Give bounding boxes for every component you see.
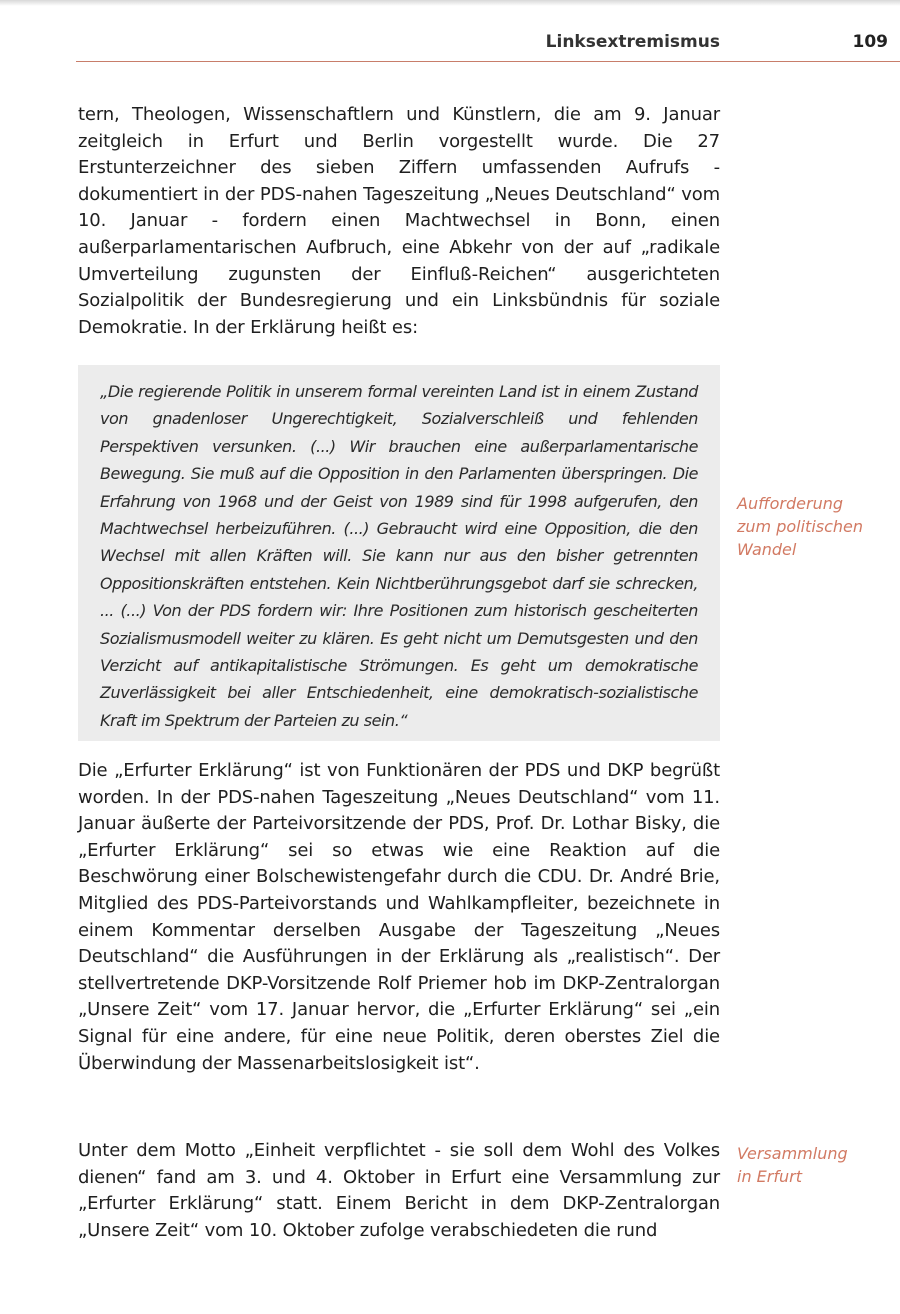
margin-note-line: Aufforderung: [737, 494, 844, 513]
margin-note-line: Wandel: [737, 540, 797, 559]
running-title: Linksextremismus: [545, 32, 720, 52]
margin-note-line: in Erfurt: [737, 1167, 802, 1186]
body-paragraph-1: tern, Theologen, Wissenschaftlern und Künstlern, die am 9. Januar zeitgleich in Erfurt und Berlin vorgestellt wurde. Die 27 Erstunterzeichner des sieben Ziffern umfassenden Aufrufs - dokumentiert in der PDS-nahen Tageszeitung „Neues Deutschland“ vom 10. Januar - fordern einen Machtwechsel in Bonn, einen außerparlamentarischen Aufbruch, eine Abkehr von der auf „radikale Umverteilung zugunsten der Einfluß-Reichen“ ausgerichteten Sozialpolitik der Bundesregierung und ein Linksbündnis für soziale Demokratie. In der Erklärung heißt es:: [78, 104, 720, 338]
header-rule: [76, 61, 900, 62]
body-paragraph-2: Die „Erfurter Erklärung“ ist von Funktionären der PDS und DKP begrüßt worden. In der PDS-nahen Tageszeitung „Neues Deutschland“ vom 11. Januar äußerte der Parteivorsitzende der PDS, Prof. Dr. Lothar Bisky, die „Erfurter Erklärung“ sei so etwas wie eine Reaktion auf die Beschwörung einer Bolschewistengefahr durch die CDU. Dr. André Brie, Mitglied des PDS-Parteivorstands und Wahlkampfleiter, bezeichnete in einem Kommentar derselben Ausgabe der Tageszeitung „Neues Deutschland“ die Ausführungen in der Erklärung als „realistisch“. Der stellvertretende DKP-Vorsitzende Rolf Priemer hob im DKP-Zentralorgan „Unsere Zeit“ vom 17. Januar hervor, die „Erfurter Erklärung“ sei „ein Signal für eine andere, für eine neue Politik, deren oberstes Ziel die Überwindung der Massenarbeitslosigkeit ist“.: [78, 760, 720, 1074]
page-top-edge: [0, 0, 900, 6]
margin-note-versammlung: [737, 1142, 887, 1188]
running-header: [76, 30, 900, 60]
margin-note-line: zum politischen: [737, 517, 864, 536]
quote-box: [78, 365, 720, 741]
margin-note-line: Versammlung: [737, 1144, 848, 1163]
body-paragraph-3: Unter dem Motto „Einheit verpflichtet - sie soll dem Wohl des Volkes dienen“ fand am 3. und 4. Oktober in Erfurt eine Versammlung zur „Erfurter Erklärung“ statt. Einem Bericht in dem DKP-Zentralorgan „Unsere Zeit“ vom 10. Oktober zufolge verabschiedeten die rund: [78, 1140, 720, 1241]
page-number: 109: [852, 32, 888, 52]
quote-text: „Die regierende Politik in unserem formal vereinten Land ist in einem Zustand von gnadenloser Ungerechtigkeit, Sozialverschleiß und fehlenden Perspektiven versunken. (...) Wir brauchen eine außerparlamentarische Bewegung. Sie muß auf die Opposition in den Parlamenten überspringen. Die Erfahrung von 1968 und der Geist von 1989 sind für 1998 aufgerufen, den Machtwechsel herbeizuführen. (...) Gebraucht wird eine Opposition, die den Wechsel mit allen Kräften will. Sie kann nur aus den bisher getrennten Oppositionskräften entstehen. Kein Nichtberührungsgebot darf sie schrecken, ... (...) Von der PDS fordern wir: Ihre Positionen zum historisch gescheiterten Sozialismusmodell weiter zu klären. Es geht nicht um Demutsgesten und den Verzicht auf antikapitalistische Strömungen. Es geht um demokratische Zuverlässigkeit bei aller Entschiedenheit, eine demokratisch-sozialistische Kraft im Spektrum der Parteien zu sein.“: [100, 382, 698, 730]
margin-note-aufforderung: [737, 492, 887, 561]
